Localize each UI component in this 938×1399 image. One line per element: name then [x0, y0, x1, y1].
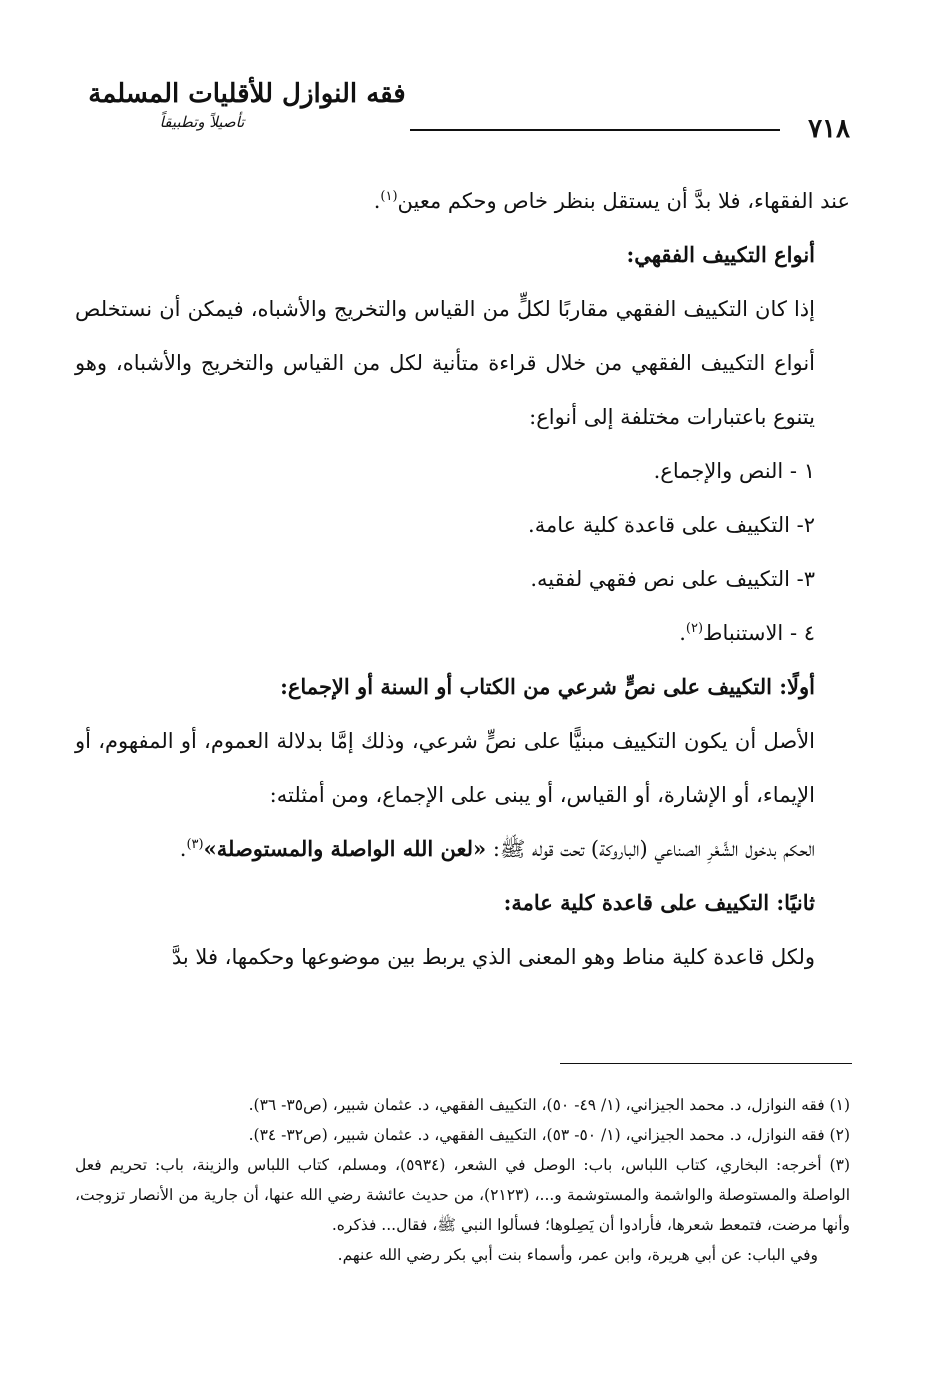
paragraph-text: عند الفقهاء، فلا بدَّ أن يستقل بنظر خاص وحكم معين: [397, 189, 850, 213]
punctuation: .: [179, 837, 187, 861]
page-number: ٧١٨: [808, 114, 850, 144]
list-item: ١ - النص والإجماع.: [653, 459, 815, 483]
paragraph: [75, 822, 850, 876]
paragraph-text: الحكم بدخول الشَّعْرِ الصناعي (الباروكة) تحت قوله ﷺ:: [486, 837, 815, 861]
paragraph: [75, 174, 850, 228]
punctuation: .: [373, 189, 381, 213]
footnote-separator: [560, 1063, 852, 1064]
hadith-quote: «لعن الله الواصلة والمستوصلة»: [203, 836, 487, 861]
section-heading: ثانيًا: التكييف على قاعدة كلية عامة:: [503, 890, 815, 915]
section-heading: أولًا: التكييف على نصٍّ شرعي من الكتاب أو السنة أو الإجماع:: [280, 674, 815, 699]
footnote: (٢) فقه النوازل، د. محمد الجيزاني، (١/ ٥٠- ٥٣)، التكييف الفقهي، د. عثمان شبير، (ص٣٢- ٣٤).: [248, 1126, 850, 1144]
main-text: [75, 174, 850, 984]
list-item: [75, 606, 850, 660]
paragraph: إذا كان التكييف الفقهي مقاربًا لكلٍّ من القياس والتخريج والأشباه، فيمكن أن نستخلص أنواع التكييف الفقهي من خلال قراءة متأنية لكل من القياس والتخريج والأشباه، وهو يتنوع باعتبارات مختلفة إلى أنواع:: [75, 297, 815, 429]
list-item: ٢- التكييف على قاعدة كلية عامة.: [528, 513, 815, 537]
header-rule: [410, 129, 780, 131]
list-item: ٣- التكييف على نص فقهي لفقيه.: [530, 567, 815, 591]
footnote-ref: (٣): [186, 837, 204, 852]
footnote-ref: (٢): [685, 621, 704, 636]
book-title-block: [88, 74, 406, 132]
list-item-text: ٤ - الاستنباط: [703, 621, 815, 645]
paragraph: ولكل قاعدة كلية مناط وهو المعنى الذي يربط بين موضوعها وحكمها، فلا بدَّ: [171, 945, 815, 969]
punctuation: .: [679, 621, 686, 645]
footnotes: [75, 1090, 850, 1270]
footnote-continuation: وفي الباب: عن أبي هريرة، وابن عمر، وأسماء بنت أبي بكر رضي الله عنهم.: [337, 1246, 818, 1264]
section-heading: أنواع التكييف الفقهي:: [626, 242, 815, 267]
footnote: (٣) أخرجه: البخاري، كتاب اللباس، باب: الوصل في الشعر، (٥٩٣٤)، ومسلم، كتاب اللباس والزينة، باب: تحريم فعل الواصلة والمستوصلة والواشمة والمستوشمة و...، (٢١٢٣)، من حديث عائشة رضي الله عنها، أن جارية من الأنصار تزوجت، وأنها مرضت، فتمعط شعرها، فأرادوا أن يَصِلوها؛ فسألوا النبي ﷺ، فقال... فذكره.: [75, 1156, 850, 1234]
footnote-ref: (١): [380, 189, 398, 204]
page-header: [88, 74, 850, 154]
paragraph: الأصل أن يكون التكييف مبنيًّا على نصٍّ شرعي، وذلك إمَّا بدلالة العموم، أو المفهوم، أو الإيماء، أو الإشارة، أو القياس، أو يبنى على الإجماع، ومن أمثلته:: [75, 729, 815, 807]
footnote: (١) فقه النوازل، د. محمد الجيزاني، (١/ ٤٩- ٥٠)، التكييف الفقهي، د. عثمان شبير، (ص٣٥- ٣٦).: [248, 1096, 850, 1114]
book-title: فقه النوازل للأقليات المسلمة: [88, 79, 406, 109]
book-subtitle: تأصيلاً وتطبيقاً: [159, 113, 245, 131]
